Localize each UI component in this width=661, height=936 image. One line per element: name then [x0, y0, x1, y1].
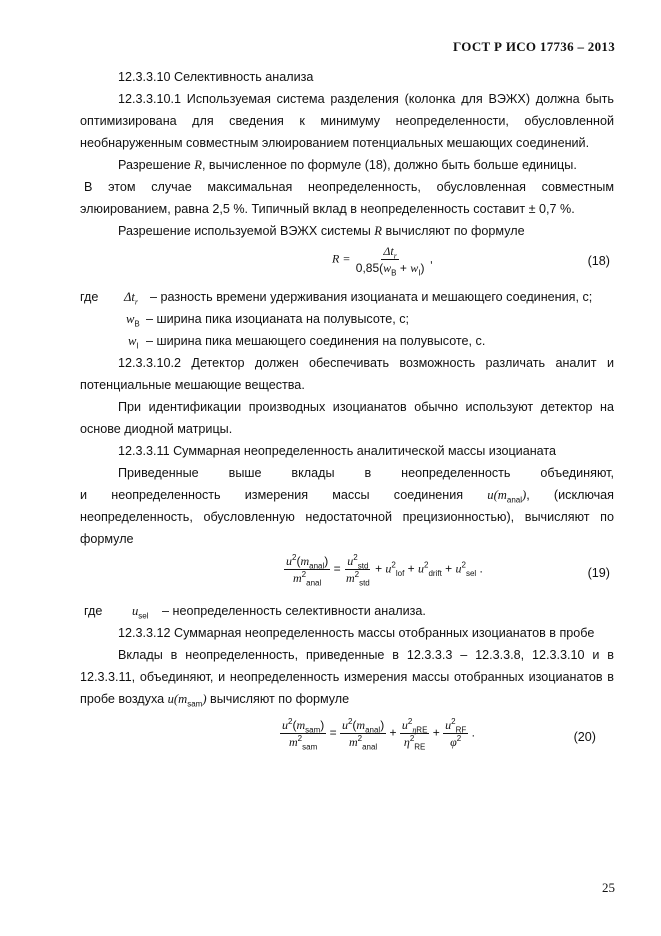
- paragraph-contributions-line1: Приведенные выше вклады в неопределенность объединяют,: [118, 466, 614, 480]
- paragraph-diode-array: При идентификации производных изоцианатов обычно используют детектор на основе диодной матрицы.: [80, 400, 614, 436]
- paragraph-sampled-mass: Вклады в неопределенность, приведенные в 12.3.3.3 – 12.3.3.8, 12.3.3.10 и в 12.3.3.11, объединяют, и неопределенность измерения массы отобранных изоцианатов в пробе воздуха $u(m_{sam})$ вычисляют по формуле: [80, 648, 614, 709]
- paragraph-contributions-rest: неопределенность, обусловленную недостаточной прецизионностью), вычисляют по формуле: [80, 510, 614, 546]
- page-number: 25: [602, 880, 615, 895]
- equation-number-20: (20): [573, 730, 596, 744]
- definition-item: где $\Delta t_r$ – разность времени удерживания изоцианата и мешающего соединения, с;: [80, 290, 593, 307]
- equation-18: R = $\frac{\Delta t_r}{0,85(w_B + w_I)}$ , (18): [332, 244, 610, 278]
- document-header: ГОСТ Р ИСО 17736 – 2013: [453, 39, 615, 54]
- equation-20: $\frac{u^2(m_{sam})}{m^2_{sam}}$ = $\frac{u^2(m_{anal})}{m^2_{anal}}$ + $\frac{u^2_{\eta RE}}{\eta^2_{RE}}$ + $\frac{u^2_{RF}}{\varphi^2}$ . (20): [282, 717, 596, 752]
- equation-number-19: (19): [587, 566, 610, 580]
- resolution-symbol: R: [194, 158, 202, 172]
- paragraph-separation-system: 12.3.3.10.1 Используемая система разделения (колонка для ВЭЖХ) должна быть оптимизирована для сведения к минимуму неопределенности, обусловленной необнаруженным совместным элюированием потенциальных мешающих соединений.: [80, 92, 614, 150]
- eq18-fraction: $\frac{\Delta t_r}{0,85(w_B + w_I)}$: [355, 244, 425, 278]
- equation-19: $\frac{u^2(m_{anal})}{m^2_{anal}}$ = $\frac{u^2_{std}}{m^2_{std}}$ + $u^2_{lof} + u^2_{drift} + u^2_{sel}$ . (19): [286, 553, 610, 588]
- definition-usel: где $u_{sel}$ – неопределенность селективности анализа.: [84, 604, 426, 621]
- paragraph-detector: 12.3.3.10.2 Детектор должен обеспечивать возможность различать аналит и потенциальные мешающие вещества.: [80, 356, 614, 392]
- definition-item: $w_B$ – ширина пика изоцианата на полувысоте, с;: [126, 312, 409, 329]
- definitions-18: [80, 286, 614, 352]
- paragraph-max-uncertainty: В этом случае максимальная неопределенность, обусловленная совместным элюированием, равна 2,5 %. Типичный вклад в неопределенность составит ± 0,7 %.: [80, 180, 614, 216]
- paragraph-contributions-line2: и неопределенность измерения массы соединения $u(m_{anal})$, (исключая: [80, 488, 614, 505]
- section-heading-analytical-mass: 12.3.3.11 Суммарная неопределенность аналитической массы изоцианата: [118, 444, 557, 458]
- section-heading-selectivity: 12.3.3.10 Селективность анализа: [118, 70, 314, 84]
- definition-item: $w_I$ – ширина пика мешающего соединения на полувысоте, с.: [128, 334, 486, 351]
- paragraph-resolution: Разрешение R, вычисленное по формуле (18), должно быть больше единицы.: [118, 158, 577, 172]
- equation-number-18: (18): [587, 254, 610, 268]
- paragraph-resolution-formula: Разрешение используемой ВЭЖХ системы R вычисляют по формуле: [118, 224, 525, 238]
- section-heading-sampled-mass: 12.3.3.12 Суммарная неопределенность массы отобранных изоцианатов в пробе: [118, 626, 595, 640]
- page-body: [80, 66, 614, 764]
